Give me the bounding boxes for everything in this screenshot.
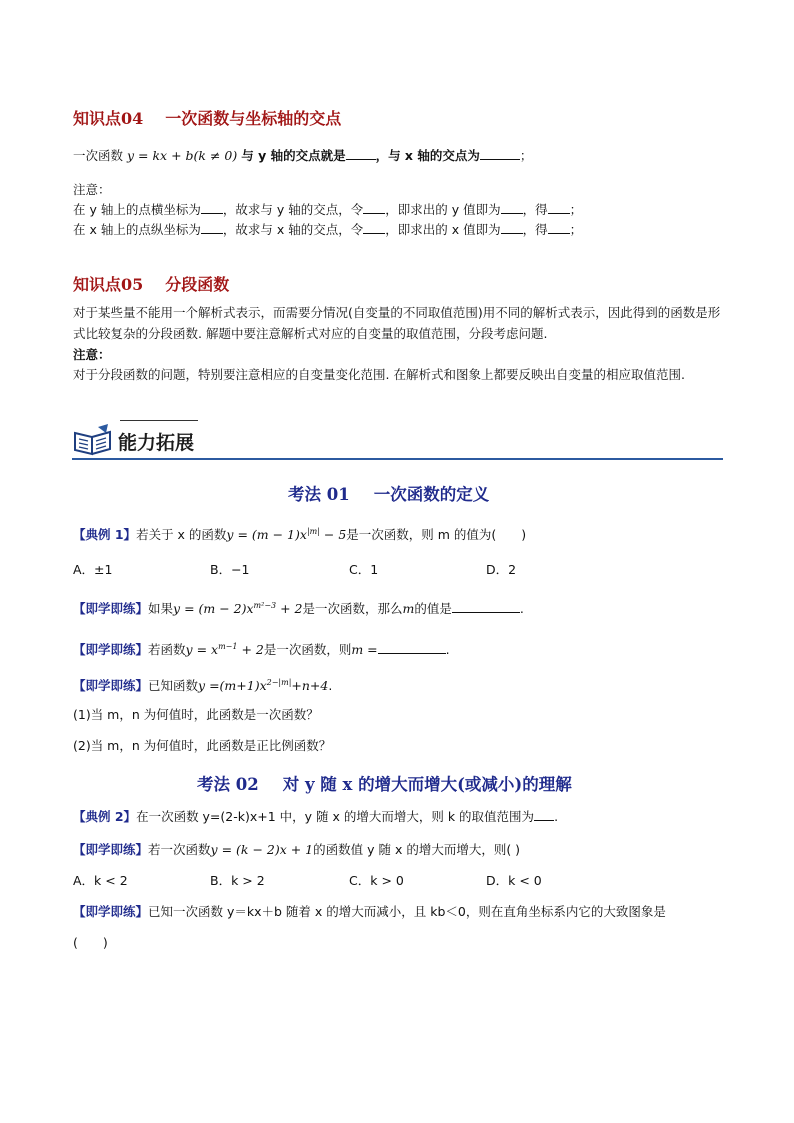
- note-text: 在 y 轴上的点横坐标为: [73, 202, 201, 217]
- section-title: 能力拓展: [118, 432, 195, 454]
- practice-text: 是一次函数，那么: [302, 601, 403, 617]
- example-1-option-b[interactable]: B．−1: [210, 562, 250, 577]
- practice-variable: m =: [351, 642, 378, 658]
- answer-blank[interactable]: [548, 221, 570, 234]
- example-1-option-a[interactable]: A．±1: [73, 562, 113, 577]
- kp04-line1-formula: y = kx + b(k ≠ 0): [127, 148, 238, 163]
- note-text: 在 x 轴上的点纵坐标为: [73, 222, 201, 237]
- kp04-heading-number: 知识点04: [73, 109, 144, 128]
- practice-tag: 【即学即练】: [73, 904, 149, 919]
- kp04-note-x: [73, 220, 582, 240]
- practice-5: [73, 902, 666, 922]
- kf02-heading-text: 对 y 随 x 的增大而增大(或减小)的理解: [282, 775, 572, 794]
- practice-end: .: [328, 678, 333, 694]
- answer-blank[interactable]: [501, 221, 523, 234]
- note-text: ；: [569, 202, 583, 217]
- answer-blank[interactable]: [201, 221, 223, 234]
- answer-blank[interactable]: [501, 201, 523, 214]
- answer-blank[interactable]: [363, 201, 385, 214]
- practice-4-option-a[interactable]: A．k < 2: [73, 873, 128, 888]
- answer-blank[interactable]: [363, 221, 385, 234]
- kp05-heading-number: 知识点05: [73, 275, 144, 294]
- practice-text: 是一次函数，则: [263, 642, 352, 658]
- example-tag: 【典例 1】: [73, 527, 137, 543]
- note-text: ，即求出的 x 值即为: [385, 222, 501, 237]
- practice-3-question-1: (1)当 m，n 为何值时，此函数是一次函数？: [73, 707, 319, 722]
- kp04-line1-end: ；: [519, 148, 533, 163]
- kf01-heading: [288, 481, 489, 505]
- open-book-icon: [72, 423, 114, 457]
- practice-variable: m: [402, 601, 415, 617]
- note-text: ，故求与 x 轴的交点，令: [222, 222, 364, 237]
- practice-formula: $y = x^{m-1} + 2$: [185, 642, 264, 658]
- answer-blank[interactable]: [534, 808, 554, 821]
- practice-text: 已知一次函数 y＝kx＋b 随着 x 的增大而减小，且 kb＜0，则在直角坐标系内它的大致图象是: [148, 904, 666, 919]
- practice-text: 若一次函数: [148, 842, 211, 857]
- note-text: ，故求与 y 轴的交点，令: [222, 202, 364, 217]
- answer-blank[interactable]: [201, 201, 223, 214]
- practice-2: [73, 637, 450, 660]
- example-formula: $y = (m - 1)x^{|m|} - 5$: [226, 527, 347, 543]
- kf01-heading-number: 考法 01: [288, 485, 350, 504]
- practice-formula: y = (k − 2)x + 1: [210, 842, 314, 857]
- example-end: .: [554, 809, 559, 824]
- note-text: ，得: [522, 222, 548, 237]
- kp04-note-y: [73, 200, 582, 220]
- example-text: 在一次函数 y=(2-k)x+1 中，y 随 x 的增大而增大，则 k 的取值范围为: [136, 809, 535, 824]
- practice-formula: $y =(m+1)x^{2-|m|}+n+4$: [198, 678, 329, 694]
- practice-text: 如果: [148, 601, 174, 617]
- example-text: 若关于 x 的函数: [136, 527, 227, 543]
- answer-blank[interactable]: [548, 201, 570, 214]
- practice-tag: 【即学即练】: [73, 601, 149, 617]
- section-top-rule: [120, 420, 198, 421]
- kf01-heading-text: 一次函数的定义: [373, 485, 490, 504]
- kp05-paragraph-1: 对于某些量不能用一个解析式表示，而需要分情况(自变量的不同取值范围)用不同的解析式表示，因此得到的函数是形式比较复杂的分段函数. 解题中要注意解析式对应的自变量的取值范围，分段考虑问题.: [73, 305, 721, 341]
- kp04-line1-prefix: 一次函数: [73, 148, 124, 163]
- example-2: [73, 807, 558, 827]
- kp04-heading: [73, 106, 341, 129]
- practice-5-answer-paren: ( ): [73, 935, 108, 950]
- kp05-heading: [73, 272, 229, 295]
- kp04-line-1: [73, 146, 532, 166]
- answer-blank[interactable]: [480, 147, 520, 160]
- note-text: ，得: [522, 202, 548, 217]
- practice-3-question-2: (2)当 m，n 为何值时，此函数是正比例函数？: [73, 738, 332, 753]
- kp04-heading-text: 一次函数与坐标轴的交点: [165, 109, 342, 128]
- section-underline: [72, 458, 723, 460]
- example-1-option-d[interactable]: D．2: [486, 562, 517, 577]
- example-1-option-c[interactable]: C．1: [349, 562, 379, 577]
- practice-formula: $y = (m - 2)x^{m^2-3} + 2$: [173, 601, 303, 617]
- practice-text: 的值是: [414, 601, 452, 617]
- practice-4-option-b[interactable]: B．k > 2: [210, 873, 265, 888]
- note-text: ，即求出的 y 值即为: [385, 202, 501, 217]
- example-1: [73, 522, 526, 545]
- practice-4-option-c[interactable]: C．k > 0: [349, 873, 404, 888]
- kf02-heading: [197, 771, 572, 795]
- kf02-heading-number: 考法 02: [197, 775, 259, 794]
- kp05-paragraph-2: 对于分段函数的问题，特别要注意相应的自变量变化范围. 在解析式和图象上都要反映出自变量的相应取值范围.: [73, 367, 685, 382]
- kp05-heading-text: 分段函数: [165, 275, 230, 294]
- note-text: ；: [569, 222, 583, 237]
- practice-tag: 【即学即练】: [73, 842, 149, 857]
- answer-blank[interactable]: [346, 147, 376, 160]
- practice-4-option-d[interactable]: D．k < 0: [486, 873, 542, 888]
- kp04-line1-mid: 与 y 轴的交点就是: [241, 148, 346, 163]
- kp04-line1-mid2: ，与 x 轴的交点为: [375, 148, 480, 163]
- example-tag: 【典例 2】: [73, 809, 137, 824]
- practice-end: .: [519, 601, 524, 617]
- practice-tag: 【即学即练】: [73, 678, 149, 694]
- practice-tag: 【即学即练】: [73, 642, 149, 658]
- practice-text: 的函数值 y 随 x 的增大而增大，则( ): [313, 842, 521, 857]
- practice-3: [73, 673, 332, 696]
- practice-end: .: [445, 642, 450, 658]
- practice-1: [73, 596, 524, 619]
- practice-text: 若函数: [148, 642, 186, 658]
- answer-blank[interactable]: [378, 641, 446, 654]
- example-text: 是一次函数，则 m 的值为( ): [346, 527, 527, 543]
- kp04-note-label: 注意：: [73, 182, 111, 197]
- kp05-note-label: 注意：: [73, 347, 111, 362]
- practice-text: 已知函数: [148, 678, 199, 694]
- answer-blank[interactable]: [452, 600, 520, 613]
- practice-4: [73, 840, 520, 860]
